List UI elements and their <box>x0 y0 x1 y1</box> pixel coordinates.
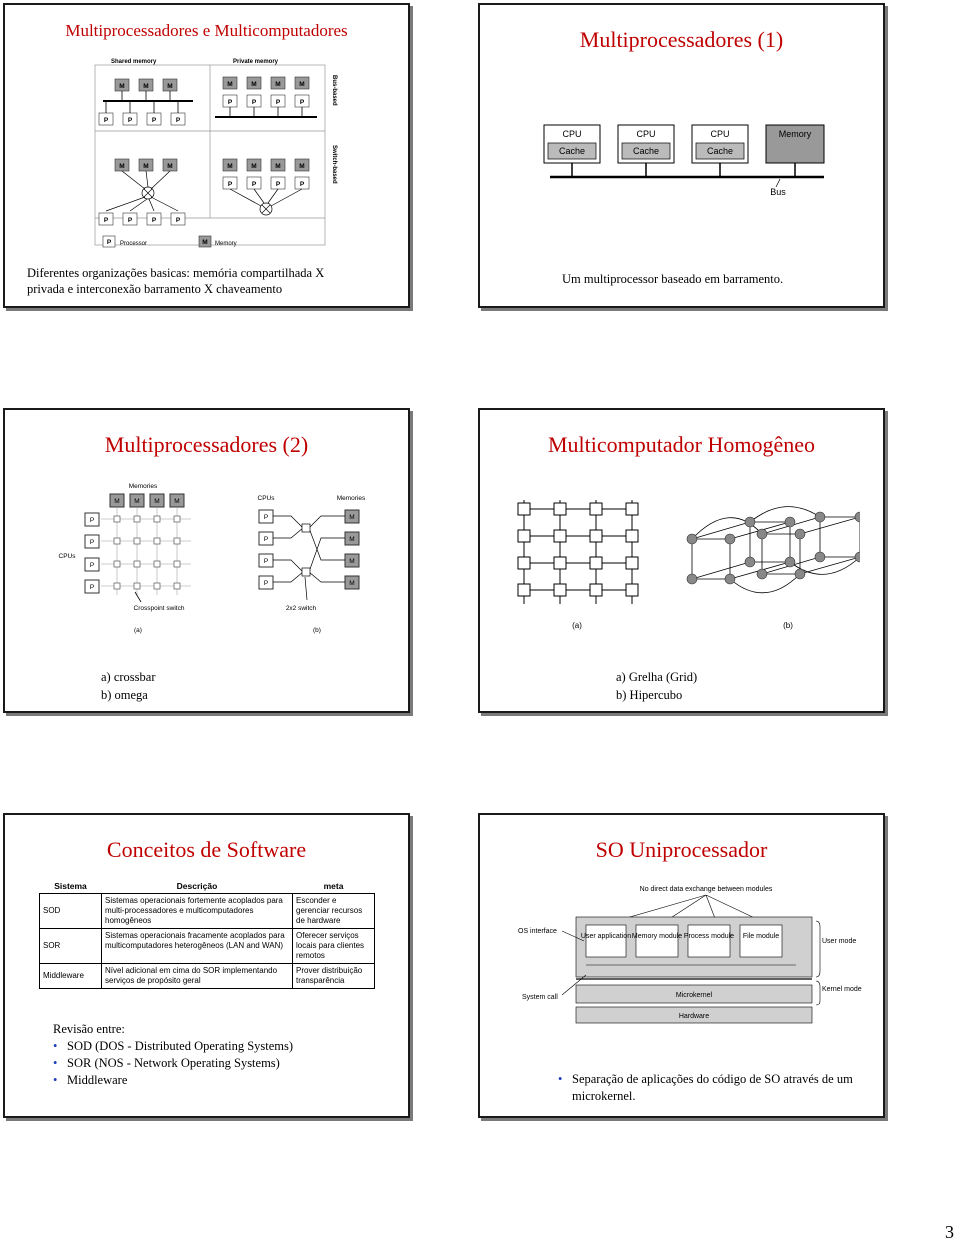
slide-title: Multicomputador Homogêneo <box>547 432 815 457</box>
svg-text:M: M <box>174 498 180 505</box>
grid-hypercube-figure <box>500 494 860 634</box>
svg-text:2x2 switch: 2x2 switch <box>285 605 317 612</box>
svg-text:P: P <box>89 584 95 591</box>
svg-text:CPUs: CPUs <box>58 553 76 560</box>
table-cell: Sistemas operacionais fortemente acoplados para multi-processadores e multicomputadores homogêneos <box>102 894 293 929</box>
svg-text:Switch-based: Switch-based <box>331 145 337 184</box>
svg-text:P: P <box>103 217 109 224</box>
table-cell: SOR <box>40 929 102 964</box>
svg-text:P: P <box>275 181 281 188</box>
svg-text:(b): (b) <box>783 621 793 630</box>
svg-text:M: M <box>227 163 233 170</box>
table-row <box>40 894 375 929</box>
svg-text:P: P <box>175 217 181 224</box>
svg-text:Hardware: Hardware <box>678 1013 710 1020</box>
svg-text:Bus: Bus <box>770 187 786 197</box>
svg-text:Memories: Memories <box>336 495 366 502</box>
caption-line-a: a) Grelha (Grid) <box>616 670 698 684</box>
svg-text:User application: User application <box>580 933 632 940</box>
table-cell: Prover distribuição transparência <box>293 964 375 989</box>
caption-line-a: a) crossbar <box>101 670 156 684</box>
bus-multiprocessor-figure <box>540 119 830 209</box>
memory-organization-figure <box>65 53 345 253</box>
svg-text:M: M <box>114 498 120 505</box>
revision-list <box>53 1021 393 1089</box>
svg-text:No direct data exchange betwee: No direct data exchange between modules <box>639 886 773 893</box>
table-header: Descrição <box>102 879 293 894</box>
svg-text:System call: System call <box>522 994 558 1001</box>
svg-text:P: P <box>175 117 181 124</box>
svg-text:OS interface: OS interface <box>518 928 557 935</box>
svg-text:(a): (a) <box>134 627 142 634</box>
slide-multiprocessadores-1 <box>478 3 885 308</box>
svg-text:P: P <box>299 181 305 188</box>
slide-title: Multiprocessadores e Multicomputadores <box>65 21 348 40</box>
microkernel-figure <box>506 881 876 1031</box>
svg-text:M: M <box>134 498 140 505</box>
svg-text:User mode: User mode <box>822 938 857 945</box>
svg-text:M: M <box>119 163 125 170</box>
svg-text:P: P <box>263 514 269 521</box>
slide-multiprocessadores-2 <box>3 408 410 713</box>
svg-text:Bus-based: Bus-based <box>331 75 337 106</box>
slide-caption: Um multiprocessor baseado em barramento. <box>562 272 784 286</box>
svg-text:Memory module: Memory module <box>631 933 683 940</box>
table-row <box>40 929 375 964</box>
slide-multicomputador-homogeneo <box>478 408 885 713</box>
list-item: • Middleware <box>53 1072 393 1089</box>
svg-text:P: P <box>227 181 233 188</box>
slide-caption <box>616 668 816 704</box>
caption-line-b: b) omega <box>101 688 148 702</box>
svg-text:Private memory: Private memory <box>233 59 279 65</box>
software-concepts-table <box>39 879 375 989</box>
table-row <box>40 964 375 989</box>
svg-text:P: P <box>275 99 281 106</box>
svg-text:P: P <box>251 181 257 188</box>
svg-text:(a): (a) <box>572 621 582 630</box>
svg-text:M: M <box>143 163 149 170</box>
svg-text:M: M <box>119 83 125 90</box>
svg-text:P: P <box>263 536 269 543</box>
svg-text:P: P <box>106 239 112 246</box>
svg-text:M: M <box>251 81 257 88</box>
svg-text:M: M <box>275 81 281 88</box>
svg-text:Memory: Memory <box>778 129 812 139</box>
svg-text:M: M <box>227 81 233 88</box>
slide-caption <box>101 668 301 704</box>
svg-text:Process module: Process module <box>683 933 735 940</box>
svg-text:CPUs: CPUs <box>257 495 275 502</box>
svg-text:CPU: CPU <box>562 129 582 139</box>
svg-text:(b): (b) <box>313 627 321 634</box>
svg-text:P: P <box>151 217 157 224</box>
table-cell: Oferecer serviços locais para clientes remotos <box>293 929 375 964</box>
slide-title: Conceitos de Software <box>106 837 307 862</box>
svg-text:P: P <box>89 517 95 524</box>
svg-text:M: M <box>349 558 355 565</box>
table-cell: Middleware <box>40 964 102 989</box>
svg-text:Memories: Memories <box>128 483 158 490</box>
svg-text:P: P <box>89 539 95 546</box>
svg-text:M: M <box>251 163 257 170</box>
slide-caption: Diferentes organizações basicas: memória compartilhada X privada e interconexão barramento X chaveamento <box>27 266 325 296</box>
table-cell: Sistemas operacionais fracamente acoplados para multicomputadores heterogêneos (LAN and WAN) <box>102 929 293 964</box>
svg-text:Microkernel: Microkernel <box>675 992 713 999</box>
svg-text:M: M <box>299 163 305 170</box>
table-cell: Nível adicional em cima do SOR implementando serviços de propósito geral <box>102 964 293 989</box>
svg-text:P: P <box>103 117 109 124</box>
svg-text:Crosspoint switch: Crosspoint switch <box>133 605 185 612</box>
svg-text:M: M <box>143 83 149 90</box>
svg-text:M: M <box>275 163 281 170</box>
svg-text:Cache: Cache <box>632 146 660 156</box>
svg-text:M: M <box>167 163 173 170</box>
table-header: meta <box>293 879 375 894</box>
list-item: • SOD (DOS - Distributed Operating Systems) <box>53 1038 393 1055</box>
slide-conceitos-de-software <box>3 813 410 1118</box>
svg-text:Cache: Cache <box>558 146 586 156</box>
crossbar-omega-figure <box>51 480 371 640</box>
table-cell: SOD <box>40 894 102 929</box>
list-item: • Separação de aplicações do código de SO através de um microkernel. <box>558 1071 868 1105</box>
list-item: • SOR (NOS - Network Operating Systems) <box>53 1055 393 1072</box>
svg-text:M: M <box>349 514 355 521</box>
svg-text:P: P <box>227 99 233 106</box>
svg-text:M: M <box>154 498 160 505</box>
svg-text:P: P <box>251 99 257 106</box>
svg-text:P: P <box>263 580 269 587</box>
uniprocessor-bullets <box>558 1071 868 1105</box>
svg-text:P: P <box>263 558 269 565</box>
slide-multiprocessadores-multicomputadores <box>3 3 410 308</box>
svg-text:P: P <box>127 217 133 224</box>
svg-text:P: P <box>89 562 95 569</box>
svg-text:M: M <box>299 81 305 88</box>
svg-text:M: M <box>202 239 208 246</box>
table-header: Sistema <box>40 879 102 894</box>
svg-text:CPU: CPU <box>710 129 730 139</box>
slide-so-uniprocessador <box>478 813 885 1118</box>
svg-text:Memory: Memory <box>215 241 237 247</box>
svg-text:M: M <box>349 536 355 543</box>
svg-text:Cache: Cache <box>706 146 734 156</box>
svg-text:CPU: CPU <box>636 129 656 139</box>
svg-text:P: P <box>127 117 133 124</box>
svg-text:P: P <box>151 117 157 124</box>
svg-text:Shared memory: Shared memory <box>111 59 157 65</box>
slide-title: SO Uniprocessador <box>595 837 768 862</box>
slide-title: Multiprocessadores (1) <box>579 27 784 52</box>
slide-title: Multiprocessadores (2) <box>104 432 309 457</box>
svg-text:Kernel mode: Kernel mode <box>822 986 862 993</box>
svg-text:M: M <box>167 83 173 90</box>
caption-line-b: b) Hipercubo <box>616 688 683 702</box>
table-cell: Esconder e gerenciar recursos de hardware <box>293 894 375 929</box>
svg-text:Processor: Processor <box>120 241 148 247</box>
svg-text:File module: File module <box>742 933 780 940</box>
svg-text:M: M <box>349 580 355 587</box>
page-number: 3 <box>945 1222 954 1242</box>
revision-heading: Revisão entre: <box>53 1022 125 1036</box>
svg-text:P: P <box>299 99 305 106</box>
